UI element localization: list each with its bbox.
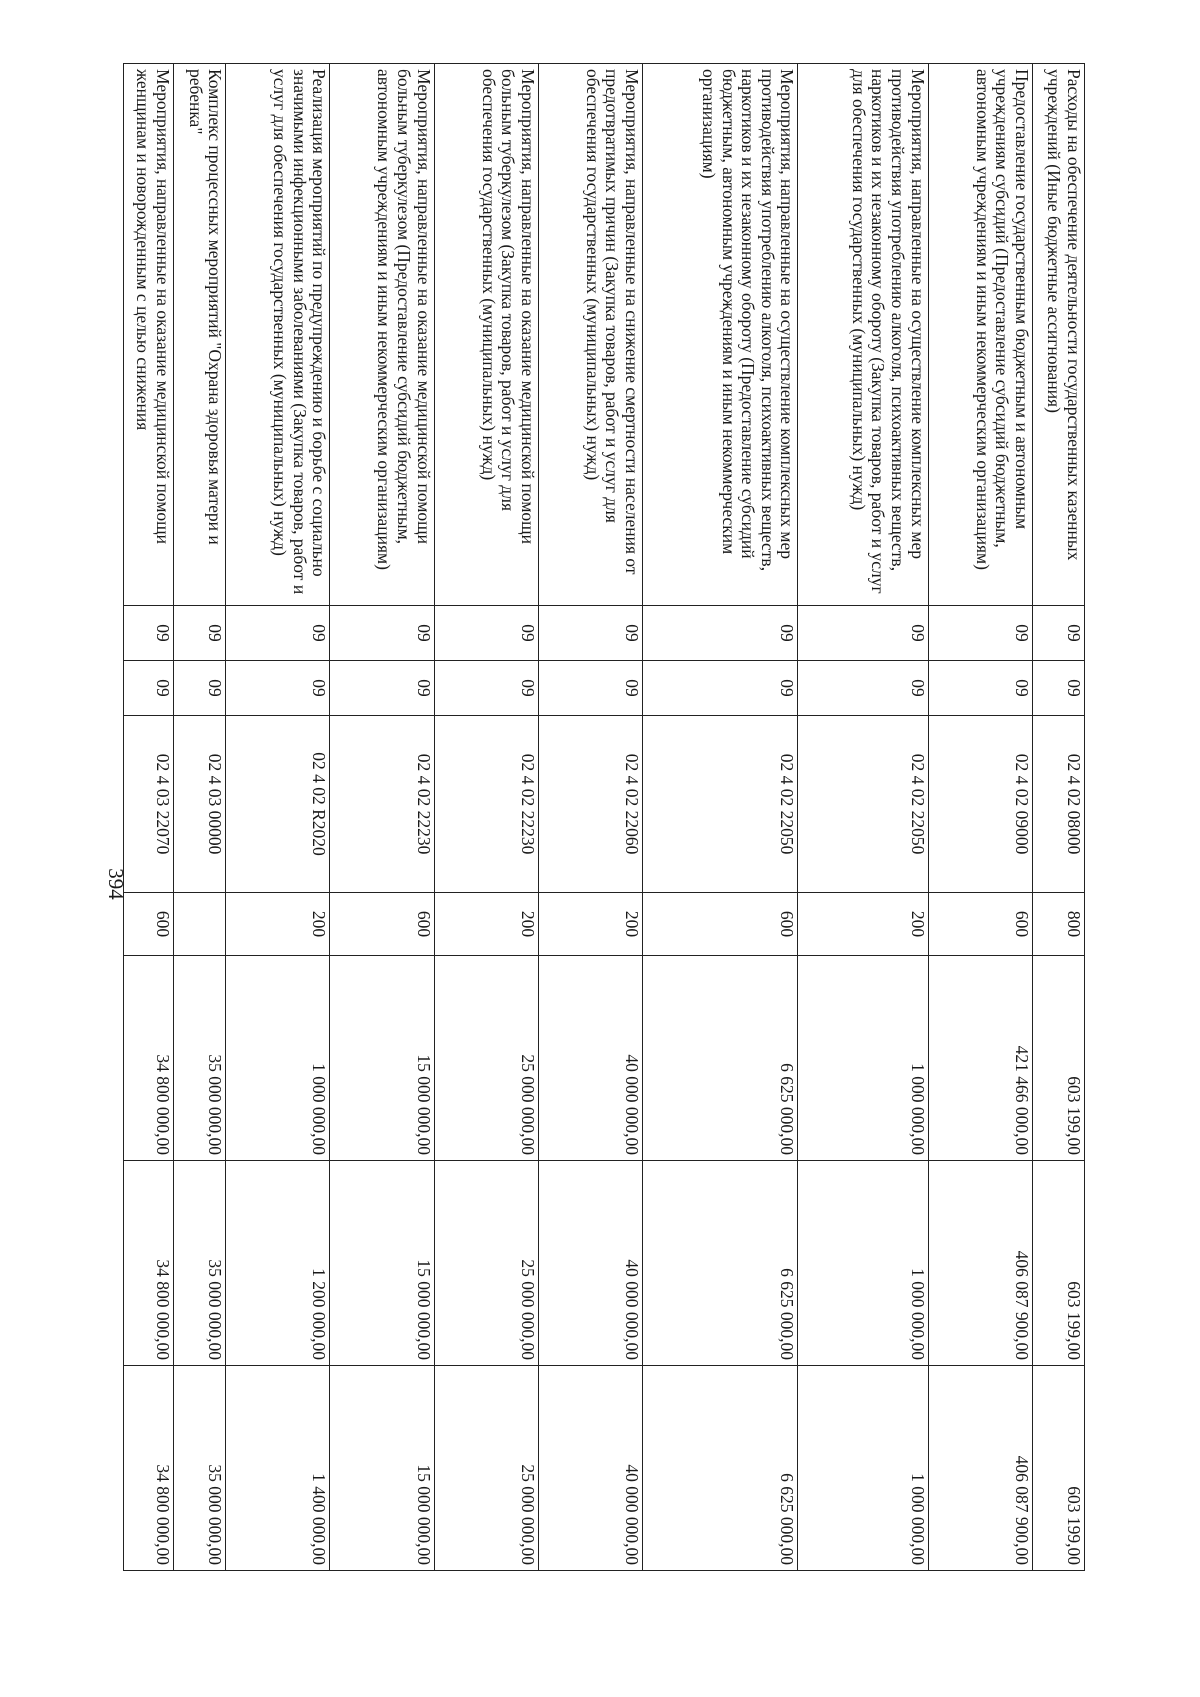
expense-type-code: 200 — [226, 893, 330, 956]
amount-year-2: 1 200 000,00 — [226, 1161, 330, 1366]
section-code: 09 — [174, 661, 226, 716]
amount-year-3: 6 625 000,00 — [643, 1366, 798, 1571]
amount-year-1: 421 466 000,00 — [928, 956, 1032, 1161]
amount-year-2: 406 087 900,00 — [928, 1161, 1032, 1366]
amount-year-2: 1 000 000,00 — [798, 1161, 928, 1366]
amount-year-3: 15 000 000,00 — [330, 1366, 434, 1571]
row-name: Мероприятия, направленные на осуществление комплексных мер противодействия употреблению алкоголя, психоактивных веществ, наркотиков и их незаконному обороту (Закупка товаров, работ и услуг для обеспечения государственных (муниципальных) нужд) — [798, 64, 928, 606]
amount-year-3: 603 199,00 — [1032, 1366, 1084, 1571]
amount-year-2: 15 000 000,00 — [330, 1161, 434, 1366]
section-code: 09 — [538, 661, 642, 716]
budget-table — [123, 63, 1085, 1571]
expense-type-code: 200 — [538, 893, 642, 956]
grbs-code: 09 — [643, 606, 798, 661]
expense-type-code: 200 — [434, 893, 538, 956]
target-article-code: 02 4 02 22050 — [798, 716, 928, 893]
grbs-code: 09 — [174, 606, 226, 661]
amount-year-3: 34 800 000,00 — [124, 1366, 174, 1571]
section-code: 09 — [124, 661, 174, 716]
expense-type-code: 200 — [798, 893, 928, 956]
target-article-code: 02 4 02 R2020 — [226, 716, 330, 893]
table-row — [928, 64, 1032, 1571]
row-name: Комплекс процессных мероприятий "Охрана здоровья матери и ребенка" — [174, 64, 226, 606]
row-name: Мероприятия, направленные на оказание медицинской помощи больным туберкулезом (Закупка товаров, работ и услуг для обеспечения государственных (муниципальных) нужд) — [434, 64, 538, 606]
amount-year-3: 1 400 000,00 — [226, 1366, 330, 1571]
target-article-code: 02 4 03 00000 — [174, 716, 226, 893]
amount-year-1: 34 800 000,00 — [124, 956, 174, 1161]
table-row — [643, 64, 798, 1571]
grbs-code: 09 — [330, 606, 434, 661]
section-code: 09 — [330, 661, 434, 716]
row-name: Реализация мероприятий по предупреждению и борьбе с социально значимыми инфекционными заболеваниями (Закупка товаров, работ и услуг для обеспечения государственных (муниципальных) нужд) — [226, 64, 330, 606]
section-code: 09 — [928, 661, 1032, 716]
grbs-code: 09 — [124, 606, 174, 661]
table-row — [1032, 64, 1084, 1571]
amount-year-1: 25 000 000,00 — [434, 956, 538, 1161]
amount-year-3: 35 000 000,00 — [174, 1366, 226, 1571]
section-code: 09 — [798, 661, 928, 716]
row-name: Предоставление государственным бюджетным и автономным учреждениям субсидий (Предоставление субсидий бюджетным, автономным учреждениям и иным некоммерческим организациям) — [928, 64, 1032, 606]
amount-year-1: 40 000 000,00 — [538, 956, 642, 1161]
grbs-code: 09 — [798, 606, 928, 661]
amount-year-3: 1 000 000,00 — [798, 1366, 928, 1571]
row-name: Мероприятия, направленные на осуществление комплексных мер противодействия употреблению алкоголя, психоактивных веществ, наркотиков и их незаконному обороту (Предоставление субсидий бюджетным, автономным учреждениям и иным некоммерческим организациям) — [643, 64, 798, 606]
grbs-code: 09 — [434, 606, 538, 661]
section-code: 09 — [643, 661, 798, 716]
page-number: 394 — [104, 868, 128, 900]
row-name: Расходы на обеспечение деятельности государственных казенных учреждений (Иные бюджетные ассигнования) — [1032, 64, 1084, 606]
target-article-code: 02 4 02 22230 — [330, 716, 434, 893]
grbs-code: 09 — [1032, 606, 1084, 661]
table-row — [124, 64, 174, 1571]
amount-year-1: 603 199,00 — [1032, 956, 1084, 1161]
grbs-code: 09 — [226, 606, 330, 661]
expense-type-code: 600 — [330, 893, 434, 956]
expense-type-code: 600 — [928, 893, 1032, 956]
amount-year-2: 40 000 000,00 — [538, 1161, 642, 1366]
expense-type-code — [174, 893, 226, 956]
amount-year-3: 25 000 000,00 — [434, 1366, 538, 1571]
amount-year-1: 35 000 000,00 — [174, 956, 226, 1161]
section-code: 09 — [434, 661, 538, 716]
grbs-code: 09 — [538, 606, 642, 661]
target-article-code: 02 4 02 22050 — [643, 716, 798, 893]
row-name: Мероприятия, направленные на снижение смертности населения от предотвратимых причин (Закупка товаров, работ и услуг для обеспечения государственных (муниципальных) нужд) — [538, 64, 642, 606]
table-row — [434, 64, 538, 1571]
target-article-code: 02 4 02 09000 — [928, 716, 1032, 893]
amount-year-1: 6 625 000,00 — [643, 956, 798, 1161]
amount-year-1: 1 000 000,00 — [798, 956, 928, 1161]
amount-year-1: 15 000 000,00 — [330, 956, 434, 1161]
target-article-code: 02 4 02 08000 — [1032, 716, 1084, 893]
table-row — [798, 64, 928, 1571]
table-row — [174, 64, 226, 1571]
target-article-code: 02 4 02 22230 — [434, 716, 538, 893]
expense-type-code: 600 — [124, 893, 174, 956]
amount-year-2: 6 625 000,00 — [643, 1161, 798, 1366]
section-code: 09 — [1032, 661, 1084, 716]
expense-type-code: 800 — [1032, 893, 1084, 956]
amount-year-1: 1 000 000,00 — [226, 956, 330, 1161]
expense-type-code: 600 — [643, 893, 798, 956]
row-name: Мероприятия, направленные на оказание медицинской помощи женщинам и новорожденным с целью снижения — [124, 64, 174, 606]
target-article-code: 02 4 02 22060 — [538, 716, 642, 893]
section-code: 09 — [226, 661, 330, 716]
row-name: Мероприятия, направленные на оказание медицинской помощи больным туберкулезом (Предоставление субсидий бюджетным, автономным учреждениям и иным некоммерческим организациям) — [330, 64, 434, 606]
table-row — [226, 64, 330, 1571]
rotated-table-container — [123, 63, 1085, 1570]
amount-year-2: 35 000 000,00 — [174, 1161, 226, 1366]
amount-year-3: 40 000 000,00 — [538, 1366, 642, 1571]
grbs-code: 09 — [928, 606, 1032, 661]
table-row — [538, 64, 642, 1571]
amount-year-2: 603 199,00 — [1032, 1161, 1084, 1366]
amount-year-2: 34 800 000,00 — [124, 1161, 174, 1366]
target-article-code: 02 4 03 22070 — [124, 716, 174, 893]
amount-year-3: 406 087 900,00 — [928, 1366, 1032, 1571]
table-row — [330, 64, 434, 1571]
amount-year-2: 25 000 000,00 — [434, 1161, 538, 1366]
